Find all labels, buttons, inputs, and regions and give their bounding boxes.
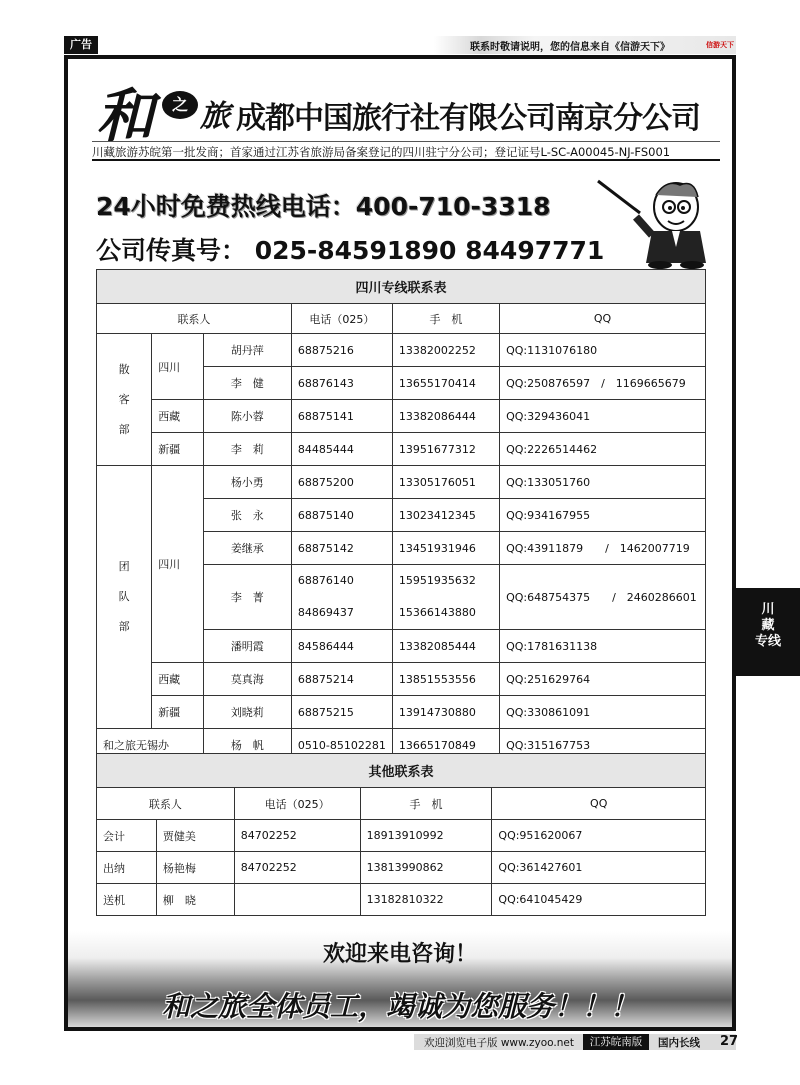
col-header-phone: 电话（025） (291, 304, 392, 334)
fax-numbers: 公司传真号： 025-84591890 84497771 (96, 236, 605, 265)
col-header-mobile: 手 机 (360, 788, 492, 820)
logo-lv: 旅 (200, 99, 230, 134)
table-row (97, 466, 706, 499)
phone: 68876140 84869437 (291, 565, 392, 630)
table-row (97, 884, 706, 916)
phone: 84586444 (291, 630, 392, 663)
mobile: 13914730880 (392, 696, 499, 729)
table-header-row (97, 788, 706, 820)
qq: QQ:133051760 (500, 466, 706, 499)
mobile: 13851553556 (392, 663, 499, 696)
other-contact-table (96, 753, 706, 916)
slogan: 和之旅全体员工，竭诚为您服务！！！ (161, 990, 638, 1023)
company-name: 成都中国旅行社有限公司南京分公司 (236, 101, 700, 136)
contact-name: 莫真海 (203, 663, 291, 696)
phone: 68875200 (291, 466, 392, 499)
contact-name: 杨 帆 (203, 729, 291, 762)
welcome-text: 欢迎来电咨询！ (322, 942, 477, 967)
table-title: 四川专线联系表 (97, 270, 706, 304)
teacher-mascot-icon (596, 177, 714, 269)
phone: 68875215 (291, 696, 392, 729)
role: 出纳 (97, 852, 157, 884)
contact-name: 陈小蓉 (203, 400, 291, 433)
col-header-qq: QQ (500, 304, 706, 334)
table-row (97, 334, 706, 367)
mobile: 18913910992 (360, 820, 492, 852)
sichuan-contact-table (96, 269, 706, 762)
contact-name: 姜继承 (203, 532, 291, 565)
contact-name: 杨艳梅 (156, 852, 234, 884)
ad-tag: 广告 (64, 36, 98, 54)
region-label: 西藏 (152, 663, 204, 696)
contact-name: 李 菁 (203, 565, 291, 630)
qq: QQ:43911879 / 1462007719 (500, 532, 706, 565)
contact-name: 刘晓莉 (203, 696, 291, 729)
mobile: 13382085444 (392, 630, 499, 663)
contact-name: 胡丹萍 (203, 334, 291, 367)
footer-section: 国内长线 (658, 1037, 700, 1049)
footer-edition-badge: 江苏皖南版 (583, 1034, 649, 1050)
wuxi-office-label: 和之旅无锡办 (97, 729, 204, 762)
table-row (97, 852, 706, 884)
region-label: 四川 (152, 334, 204, 400)
qq: QQ:648754375 / 2460286601 (500, 565, 706, 630)
col-header-phone: 电话（025） (234, 788, 360, 820)
table-row (97, 433, 706, 466)
phone: 84702252 (234, 852, 360, 884)
qq: QQ:2226514462 (500, 433, 706, 466)
logo-he: 和 (96, 82, 155, 150)
region-label: 新疆 (152, 696, 204, 729)
table-row (97, 696, 706, 729)
mobile: 13451931946 (392, 532, 499, 565)
advertisement-card (64, 55, 736, 1031)
mobile: 13023412345 (392, 499, 499, 532)
col-header-mobile: 手 机 (392, 304, 499, 334)
phone: 68875216 (291, 334, 392, 367)
region-label: 新疆 (152, 433, 204, 466)
contact-name: 李 莉 (203, 433, 291, 466)
phone: 0510-85102281 (291, 729, 392, 762)
source-note: 联系时敬请说明，您的信息来自《信游天下》 (470, 42, 670, 53)
logo-zhi-badge: 之 (162, 91, 198, 119)
contact-name: 杨小勇 (203, 466, 291, 499)
mobile: 13182810322 (360, 884, 492, 916)
company-logo (90, 69, 730, 149)
company-info: 川藏旅游苏皖第一批发商；首家通过江苏省旅游局备案登记的四川驻宁分公司；登记证号L-SC-A00045-NJ-FS001 (92, 141, 720, 160)
mobile: 15951935632 15366143880 (392, 565, 499, 630)
table-title: 其他联系表 (97, 754, 706, 788)
qq: QQ:330861091 (500, 696, 706, 729)
table-header-row (97, 304, 706, 334)
divider (92, 159, 720, 161)
contact-name: 贾健美 (156, 820, 234, 852)
region-label: 四川 (152, 466, 204, 663)
contact-name: 李 健 (203, 367, 291, 400)
table-row (97, 663, 706, 696)
mobile: 13655170414 (392, 367, 499, 400)
phone: 84702252 (234, 820, 360, 852)
qq: QQ:329436041 (500, 400, 706, 433)
qq: QQ:1781631138 (500, 630, 706, 663)
qq: QQ:315167753 (500, 729, 706, 762)
col-header-contact: 联系人 (97, 304, 292, 334)
table-row (97, 400, 706, 433)
qq: QQ:641045429 (492, 884, 706, 916)
role: 送机 (97, 884, 157, 916)
phone: 68875140 (291, 499, 392, 532)
footer-website: 欢迎浏览电子版 www.zyoo.net (424, 1037, 574, 1049)
mobile: 13665170849 (392, 729, 499, 762)
contact-name: 柳 晓 (156, 884, 234, 916)
phone: 84485444 (291, 433, 392, 466)
qq: QQ:361427601 (492, 852, 706, 884)
section-side-tab: 川 藏 专线 (736, 588, 800, 676)
dept-group: 团 队 部 (97, 466, 152, 729)
mobile: 13305176051 (392, 466, 499, 499)
mobile: 13951677312 (392, 433, 499, 466)
qq: QQ:934167955 (500, 499, 706, 532)
qq: QQ:250876597 / 1169665679 (500, 367, 706, 400)
contact-name: 潘明霞 (203, 630, 291, 663)
hotline: 24小时免费热线电话：400-710-3318 (96, 192, 551, 221)
col-header-contact: 联系人 (97, 788, 235, 820)
qq: QQ:951620067 (492, 820, 706, 852)
mobile: 13382002252 (392, 334, 499, 367)
role: 会计 (97, 820, 157, 852)
col-header-qq: QQ (492, 788, 706, 820)
phone: 68876143 (291, 367, 392, 400)
brand-logo-small: 信游天下 (706, 41, 734, 49)
contact-name: 张 永 (203, 499, 291, 532)
mobile: 13382086444 (392, 400, 499, 433)
table-row (97, 820, 706, 852)
phone (234, 884, 360, 916)
qq: QQ:251629764 (500, 663, 706, 696)
phone: 68875142 (291, 532, 392, 565)
page-number: 27 (720, 1034, 739, 1049)
phone: 68875141 (291, 400, 392, 433)
region-label: 西藏 (152, 400, 204, 433)
mobile: 13813990862 (360, 852, 492, 884)
phone: 68875214 (291, 663, 392, 696)
qq: QQ:1131076180 (500, 334, 706, 367)
dept-scattered: 散 客 部 (97, 334, 152, 466)
